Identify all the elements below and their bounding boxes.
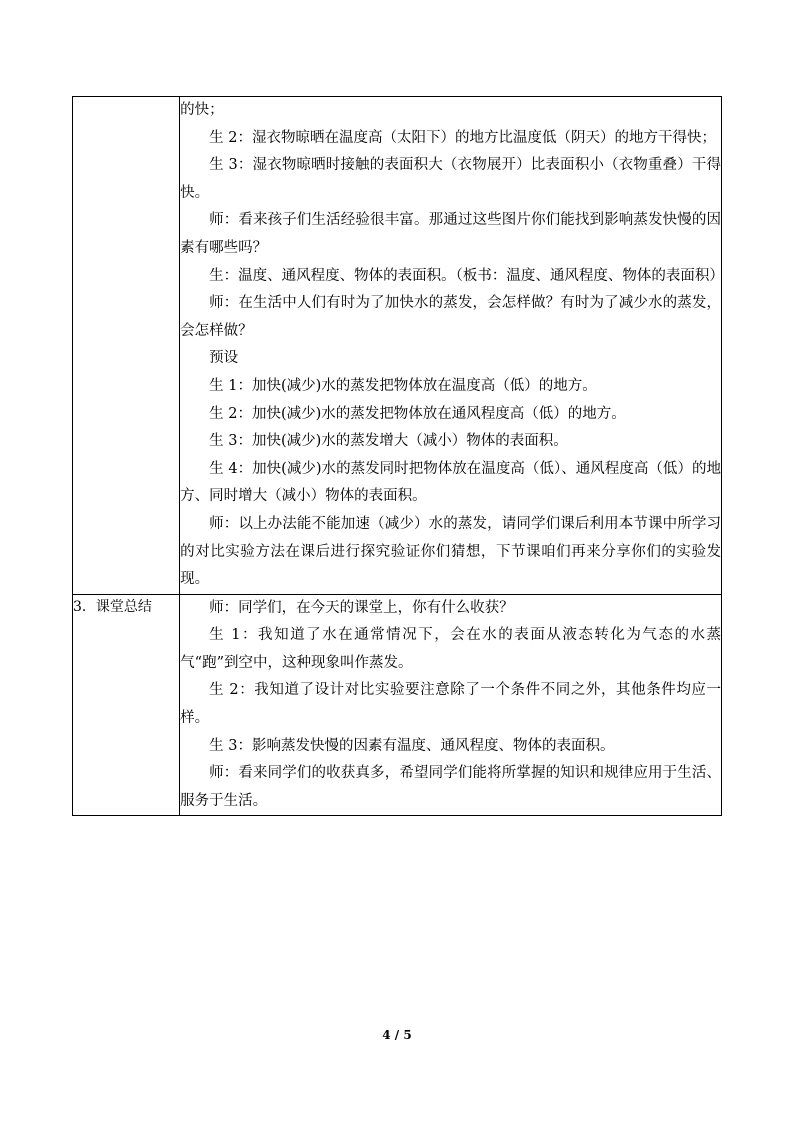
paragraph: 师：看来同学们的收获真多，希望同学们能将所掌握的知识和规律应用于生活、服务于生活。 [180,765,721,809]
table-row [73,97,722,595]
row-label: 3．课堂总结 [73,598,152,615]
paragraph: 生 2：我知道了设计对比实验要注意除了一个条件不同之外，其他条件均应一样。 [180,682,721,727]
row-content-cell [180,594,722,816]
page-number: 4 / 5 [382,1028,412,1042]
paragraph: 生 3：湿衣物晾晒时接触的表面积大（衣物展开）比表面积小（衣物重叠）干得快。 [180,157,721,201]
paragraph: 生：温度、通风程度、物体的表面积。（板书：温度、通风程度、物体的表面积） [209,267,724,284]
row-label-cell [73,594,180,816]
paragraph: 生 3：影响蒸发快慢的因素有温度、通风程度、物体的表面积。 [209,737,615,754]
paragraph: 生 4：加快(减少)水的蒸发同时把物体放在温度高（低）、通风程度高（低）的地方、同时增大（减小）物体的表面积。 [180,460,721,505]
paragraph: 生 2：加快(减少)水的蒸发把物体放在通风程度高（低）的地方。 [209,405,626,422]
paragraph: 师：同学们，在今天的课堂上，你有什么收获？ [209,599,514,616]
paragraph: 生 3：加快(减少)水的蒸发增大（减小）物体的表面积。 [209,433,568,450]
lesson-table [72,96,722,816]
paragraph: 预设 [209,350,239,367]
paragraph: 的快； [180,102,224,118]
paragraph: 生 1：加快(减少)水的蒸发把物体放在温度高（低）的地方。 [209,377,597,394]
row-content-cell [180,97,722,595]
paragraph: 师：在生活中人们有时为了加快水的蒸发，会怎样做？有时为了减少水的蒸发，会怎样做？ [180,295,721,339]
paragraph: 师：看来孩子们生活经验很丰富。那通过这些图片你们能找到影响蒸发快慢的因素有哪些吗？ [180,212,721,256]
row-label-cell [73,97,180,595]
paragraph: 生 1：我知道了水在通常情况下，会在水的表面从液态转化为气态的水蒸气“跑”到空中，这种现象叫作蒸发。 [180,627,721,671]
paragraph: 生 2：湿衣物晾晒在温度高（太阳下）的地方比温度低（阴天）的地方干得快； [209,129,716,146]
table-row [73,594,722,816]
paragraph: 师：以上办法能不能加速（减少）水的蒸发，请同学们课后利用本节课中所学习的对比实验方法在课后进行探究验证你们猜想，下节课咱们再来分享你们的实验发现。 [180,515,721,588]
